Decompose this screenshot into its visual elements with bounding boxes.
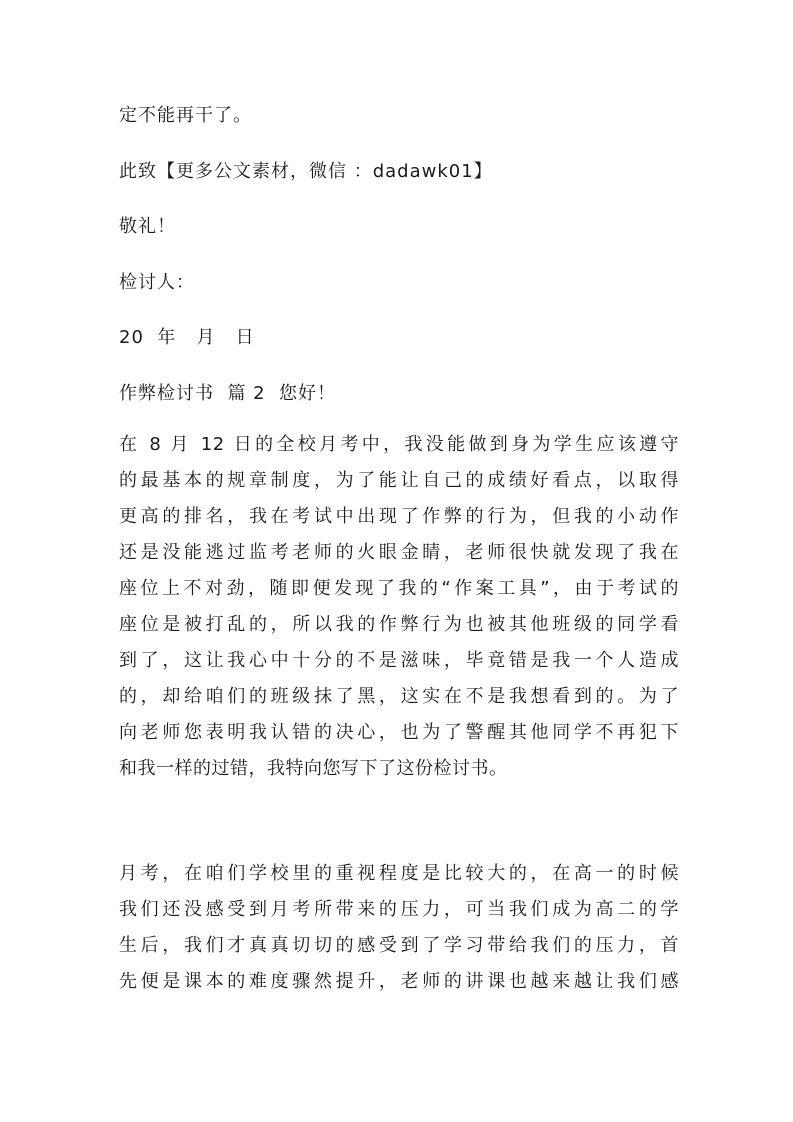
paragraph-2 [119, 856, 679, 1000]
paragraph-line: 月考，在咱们学校里的重视程度是比较大的，在高一的时候 [119, 863, 679, 884]
paragraph-line: 还是没能逃过监考老师的火眼金睛，老师很快就发现了我在 [119, 542, 679, 563]
paragraph-line: 的，却给咱们的班级抹了黑，这实在不是我想看到的。为了 [119, 686, 679, 707]
paragraph-line: 更高的排名，我在考试中出现了作弊的行为，但我的小动作 [119, 506, 679, 527]
signer-line: 检讨人： [119, 272, 195, 293]
paragraph-line: 的最基本的规章制度，为了能让自己的成绩好看点，以取得 [119, 470, 679, 491]
closing-line: 定不能再干了。 [119, 105, 252, 126]
paragraph-line: 在 8 月 12 日的全校月考中，我没能做到身为学生应该遵守 [119, 434, 679, 455]
paragraph-1 [119, 427, 679, 787]
paragraph-line: 我们还没感受到月考所带来的压力，可当我们成为高二的学 [119, 899, 679, 920]
paragraph-line: 到了，这让我心中十分的不是滋味，毕竟错是我一个人造成 [119, 650, 679, 671]
respect-line: 敬礼！ [119, 216, 176, 237]
paragraph-line: 和我一样的过错，我特向您写下了这份检讨书。 [119, 758, 508, 779]
salutation-line: 此致【更多公文素材，微信 ：dadawk01】 [119, 161, 493, 182]
paragraph-line: 向老师您表明我认错的决心，也为了警醒其他同学不再犯下 [119, 722, 679, 743]
paragraph-line: 生后，我们才真真切切的感受到了学习带给我们的压力，首 [119, 935, 679, 956]
paragraph-line: 先便是课本的难度骤然提升，老师的讲课也越来越让我们感 [119, 971, 679, 992]
paragraph-line: 座位是被打乱的，所以我的作弊行为也被其他班级的同学看 [119, 614, 679, 635]
paragraph-line: 座位上不对劲，随即便发现了我的“作案工具”，由于考试的 [119, 578, 679, 599]
section-heading: 作弊检讨书 篇 2 您好！ [119, 383, 337, 404]
date-line: 20 年 月 日 [119, 327, 255, 348]
